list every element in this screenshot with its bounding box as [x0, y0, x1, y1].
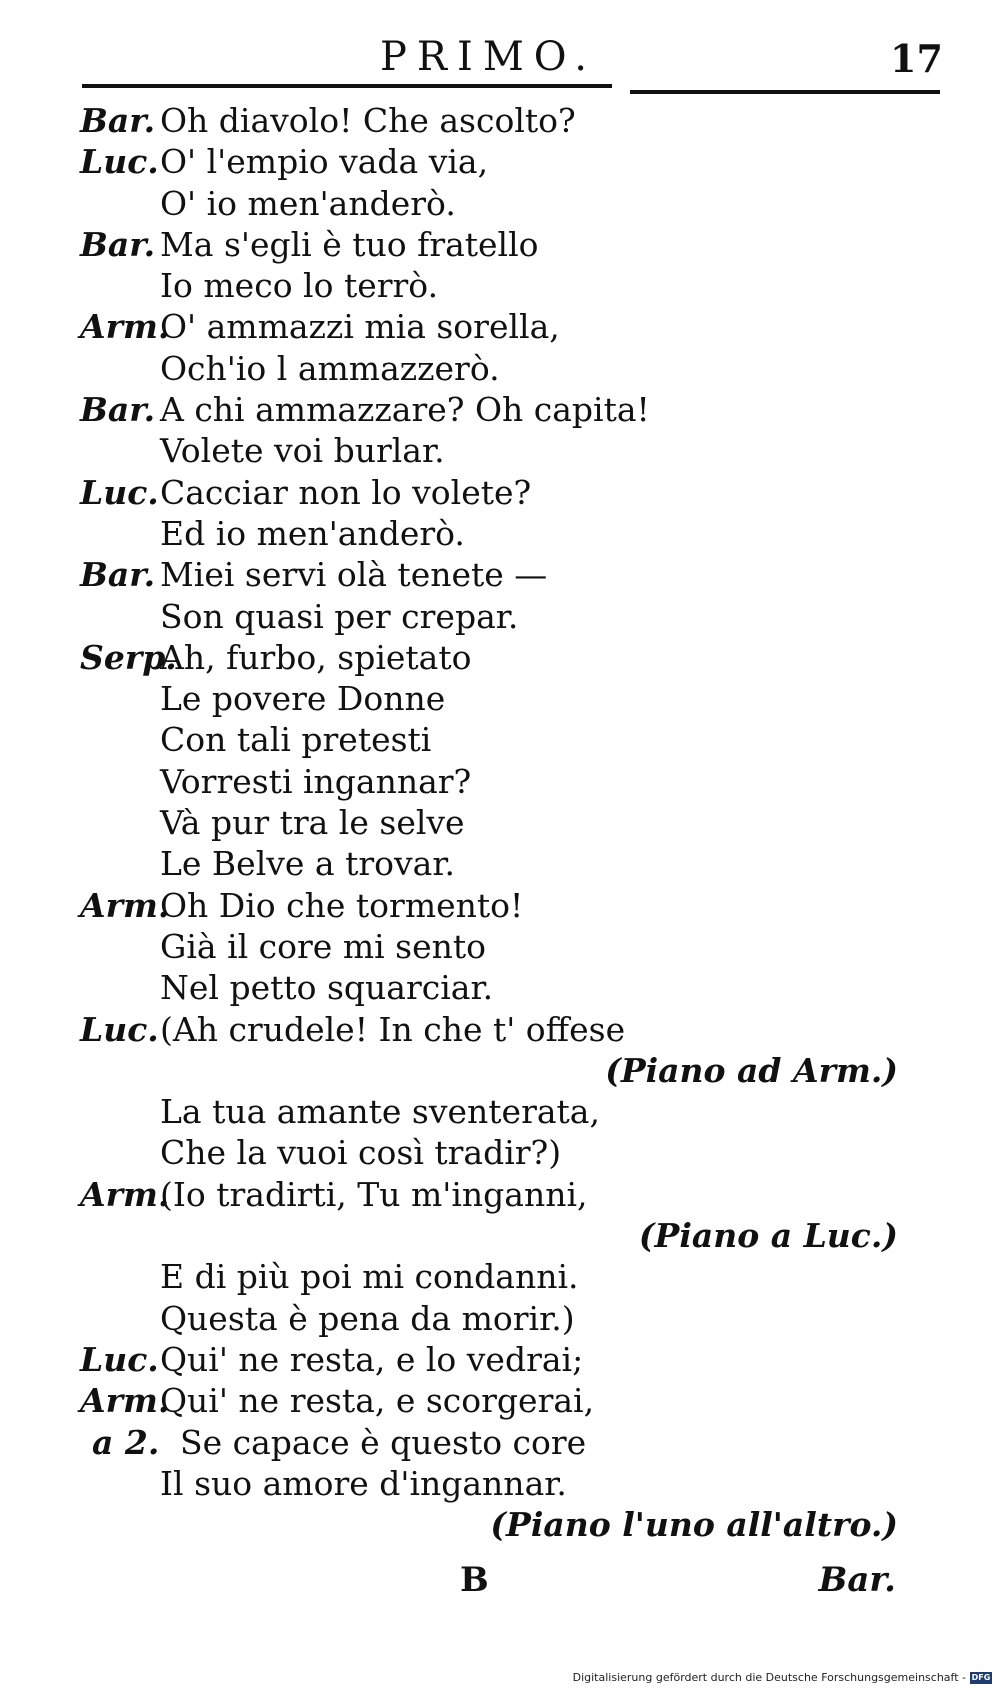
- digitization-footer: [573, 1671, 992, 1684]
- verse-line: [0, 513, 1000, 554]
- verse-line: [0, 843, 1000, 884]
- verse-line: [0, 1256, 1000, 1297]
- speaker-label: Bar.: [80, 390, 156, 430]
- verse-text: O' io men'anderò.: [160, 183, 456, 223]
- verse-line: [0, 1339, 1000, 1380]
- verse-text: Qui' ne resta, e lo vedrai;: [160, 1339, 584, 1379]
- stage-direction: (Piano a Luc.): [638, 1216, 898, 1256]
- verse-line: [0, 183, 1000, 224]
- verse-line: [0, 1463, 1000, 1504]
- verse-text: Volete voi burlar.: [160, 431, 445, 471]
- signature-mark: B: [460, 1560, 489, 1600]
- speaker-label: Luc.: [80, 472, 159, 512]
- verse-text: O' ammazzi mia sorella,: [160, 307, 560, 347]
- speaker-label: Arm.: [80, 307, 170, 347]
- verse-line: [0, 926, 1000, 967]
- verse-text: Questa è pena da morir.): [160, 1298, 575, 1338]
- verse-text: Che la vuoi così tradir?): [160, 1133, 562, 1173]
- verse-line: [0, 430, 1000, 471]
- verse-text: Son quasi per crepar.: [160, 596, 519, 636]
- verse-text: (Ah crudele! In che t' offese: [160, 1009, 626, 1049]
- verse-line: [0, 885, 1000, 926]
- verse-line: [0, 802, 1000, 843]
- stage-direction: (Piano ad Arm.): [605, 1050, 898, 1090]
- libretto-text: [0, 100, 1000, 1545]
- verse-line: [0, 1504, 1000, 1545]
- verse-line: [0, 761, 1000, 802]
- page-number: 17: [890, 36, 943, 81]
- verse-text: Le Belve a trovar.: [160, 844, 455, 884]
- verse-line: [0, 967, 1000, 1008]
- verse-line: [0, 306, 1000, 347]
- header-rule-left: [82, 84, 612, 88]
- speaker-label: Luc.: [80, 1339, 159, 1379]
- verse-line: [0, 637, 1000, 678]
- page-header: [0, 34, 1000, 84]
- verse-line: [0, 1050, 1000, 1091]
- verse-line: [0, 1298, 1000, 1339]
- verse-line: [0, 1009, 1000, 1050]
- running-title: PRIMO.: [380, 34, 597, 80]
- verse-line: [0, 472, 1000, 513]
- header-rule-right: [630, 90, 940, 94]
- verse-text: Ah, furbo, spietato: [160, 637, 472, 677]
- verse-text: Ma s'egli è tuo fratello: [160, 224, 539, 264]
- verse-text: E di più poi mi condanni.: [160, 1257, 579, 1297]
- verse-text: O' l'empio vada via,: [160, 142, 489, 182]
- speaker-label: Serp.: [80, 637, 177, 677]
- verse-line: [0, 554, 1000, 595]
- verse-text: Il suo amore d'ingannar.: [160, 1463, 567, 1503]
- speaker-label: Bar.: [80, 224, 156, 264]
- verse-text: Nel petto squarciar.: [160, 968, 494, 1008]
- verse-line: [0, 1422, 1000, 1463]
- verse-text: Oh diavolo! Che ascolto?: [160, 101, 576, 140]
- verse-line: [0, 389, 1000, 430]
- verse-text: Oh Dio che tormento!: [160, 885, 524, 925]
- verse-line: [0, 1380, 1000, 1421]
- stage-direction: (Piano l'uno all'altro.): [490, 1505, 898, 1545]
- verse-text: Och'io l ammazzerò.: [160, 348, 500, 388]
- verse-line: [0, 1215, 1000, 1256]
- verse-text: Io meco lo terrò.: [160, 266, 439, 306]
- verse-text: Qui' ne resta, e scorgerai,: [160, 1381, 595, 1421]
- verse-line: [0, 141, 1000, 182]
- speaker-label: Arm.: [80, 885, 170, 925]
- verse-line: [0, 596, 1000, 637]
- speaker-label: Arm.: [80, 1381, 170, 1421]
- verse-line: [0, 224, 1000, 265]
- speaker-label: Bar.: [80, 101, 156, 140]
- verse-text: Vorresti ingannar?: [160, 761, 472, 801]
- verse-line: [0, 348, 1000, 389]
- verse-text: (Io tradirti, Tu m'inganni,: [160, 1174, 588, 1214]
- verse-line: [0, 100, 1000, 141]
- verse-text: Và pur tra le selve: [160, 803, 465, 843]
- verse-line: [0, 719, 1000, 760]
- speaker-label: Bar.: [80, 555, 156, 595]
- footer-credit: Digitalisierung gefördert durch die Deutsche Forschungsgemeinschaft -: [572, 1671, 966, 1684]
- verse-text: Ed io men'anderò.: [160, 513, 465, 553]
- speaker-label: Arm.: [80, 1174, 170, 1214]
- speaker-label: Luc.: [80, 142, 159, 182]
- dfg-logo-icon: DFG: [971, 1672, 991, 1682]
- speaker-label: a 2.: [92, 1422, 160, 1462]
- verse-line: [0, 678, 1000, 719]
- verse-line: [0, 265, 1000, 306]
- verse-text: La tua amante sventerata,: [160, 1092, 600, 1132]
- verse-text: A chi ammazzare? Oh capita!: [160, 390, 650, 430]
- verse-text: Se capace è questo core: [180, 1422, 587, 1462]
- verse-line: [0, 1132, 1000, 1173]
- speaker-label: Luc.: [80, 1009, 159, 1049]
- catchword: Bar.: [818, 1560, 896, 1600]
- verse-line: [0, 1174, 1000, 1215]
- page-bottom: [0, 1560, 1000, 1604]
- verse-text: Già il core mi sento: [160, 926, 487, 966]
- verse-text: Le povere Donne: [160, 679, 446, 719]
- verse-line: [0, 1091, 1000, 1132]
- verse-text: Miei servi olà tenete —: [160, 555, 548, 595]
- verse-text: Cacciar non lo volete?: [160, 472, 532, 512]
- verse-text: Con tali pretesti: [160, 720, 432, 760]
